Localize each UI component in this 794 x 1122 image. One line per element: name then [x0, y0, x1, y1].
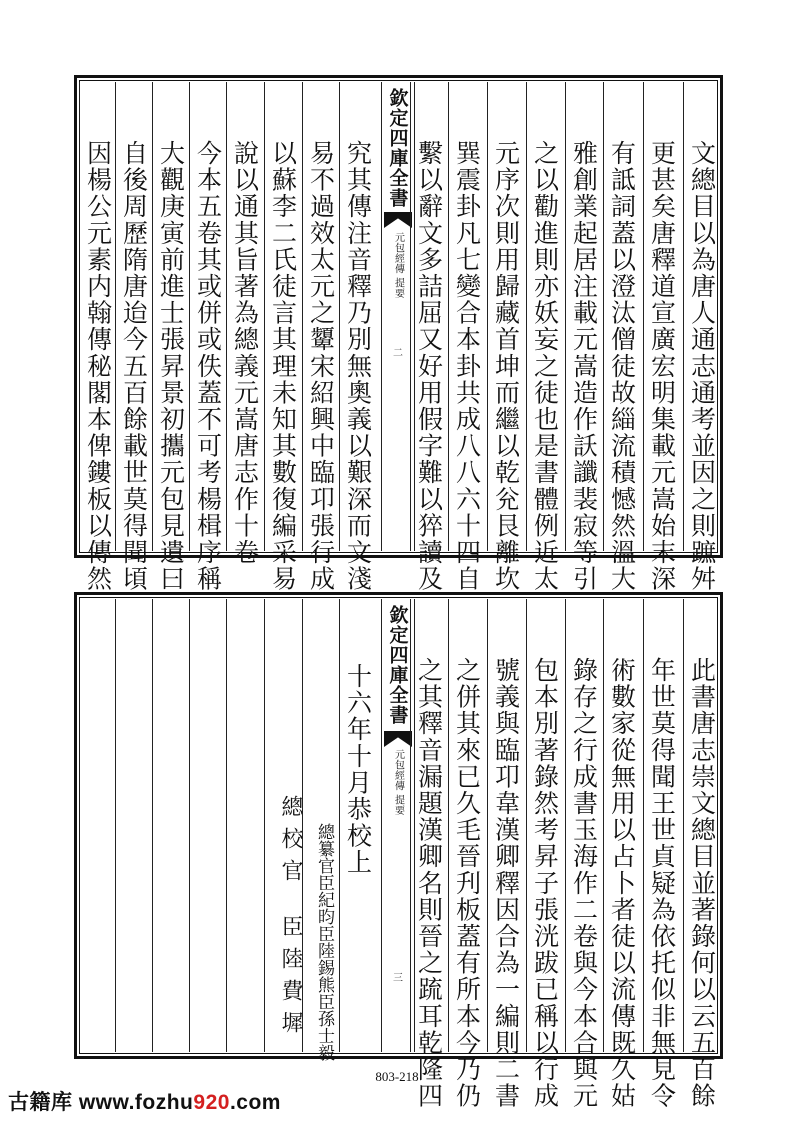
bottom-column-4 [565, 599, 602, 1110]
bottom-empty-column [264, 599, 301, 1052]
bottom-column-9 [339, 599, 376, 1052]
top-column-14 [152, 82, 189, 593]
top-column-text: 究其傳注音釋乃別無奧義以艱深而文淺 [343, 140, 373, 593]
top-column-11 [264, 82, 301, 593]
watermark-url-number: 920 [193, 1091, 230, 1114]
top-column-text: 大觀庚寅前進士張昇景初攜元包見遺曰 [156, 140, 186, 593]
bottom-column-6 [487, 599, 524, 1110]
bottom-column-text: 十六年十月恭校上 [343, 663, 373, 876]
top-column-text: 之以勸進則亦妖妄之徒也是書體例近太 [530, 140, 560, 593]
watermark-url-prefix: www.fozhu [78, 1091, 194, 1114]
top-column-text: 今本五卷其或併或佚蓋不可考楊楫序稱 [193, 140, 223, 593]
bottom-spine-fishtail-upper [384, 731, 412, 747]
top-column-8 [410, 82, 447, 593]
top-column-10 [302, 82, 339, 593]
top-column-4 [565, 82, 602, 593]
bottom-empty-column [115, 599, 152, 1052]
top-spine-subtitle: 元包經傳 提要 [392, 232, 404, 299]
top-column-9 [339, 82, 376, 593]
bottom-column-text: 之其釋音漏題漢卿名則晉之䟽耳乾隆四 [414, 657, 444, 1110]
top-column-1 [683, 82, 720, 593]
watermark-url-suffix: .com [229, 1091, 281, 1114]
bottom-spine-title: 欽定四庫全書 [386, 605, 409, 725]
bottom-column-text: 錄存之行成書玉海作二卷與今本合與元 [569, 657, 599, 1110]
top-column-13 [189, 82, 226, 593]
bottom-column-text: 包本別著錄然考昇子張洸跋已稱以行成 [530, 657, 560, 1110]
proofreader-title: 總校官 [278, 795, 303, 891]
top-column-text: 雅創業起居注載元嵩造作訞讖裴寂等引 [569, 140, 599, 593]
top-column-text: 有詆詞蓋以澄汰僧徒故緇流積憾然溫大 [607, 140, 637, 593]
bottom-column-text: 此書唐志崇文總目並著錄何以云五百餘 [687, 657, 717, 1110]
bottom-column-text: 術數家從無用以占卜者徒以流傳既久姑 [607, 657, 637, 1110]
top-spine-title: 欽定四庫全書 [386, 88, 409, 208]
top-column-text: 因楊公元素内翰傳秘閣本俾鏤板以傳然 [83, 140, 113, 593]
top-column-text: 以蘇李二氏徒言其理未知其數復編采易 [268, 140, 298, 593]
bottom-empty-column [152, 599, 189, 1052]
bottom-column-text: 之併其來已久毛晉刋板蓋有所本今乃仍 [452, 657, 482, 1110]
bottom-column-3 [603, 599, 640, 1110]
top-column-15 [115, 82, 152, 593]
site-watermark [8, 1086, 281, 1116]
compilers-signature: 總纂官臣紀昀臣陸錫熊臣孫士毅 [314, 823, 334, 1061]
bottom-column-text: 號義與臨卭韋漢卿釋因合為一編則二書 [491, 657, 521, 1110]
top-column-text: 巽震卦凡七變合本卦共成八八六十四自 [452, 140, 482, 593]
bottom-column-8 [410, 599, 447, 1110]
bottom-column-5 [526, 599, 563, 1110]
top-column-text: 更甚矣唐釋道宣廣宏明集載元嵩始末深 [647, 140, 677, 593]
top-column-12 [226, 82, 263, 566]
proofreader-name: 臣陸費墀 [278, 915, 303, 1043]
bottom-empty-column [226, 599, 263, 1052]
bottom-spine-page-number: 三 [393, 973, 403, 984]
bottom-column-1 [683, 599, 720, 1110]
bottom-spine-subtitle: 元包經傳 提要 [392, 749, 404, 816]
top-spine-page-number: 二 [393, 348, 403, 359]
top-column-text: 文總目以為唐人通志通考並因之則蹠舛 [687, 140, 717, 593]
bottom-column-7 [448, 599, 485, 1110]
top-column-7 [448, 82, 485, 593]
top-column-3 [603, 82, 640, 593]
top-column-6 [487, 82, 524, 593]
top-spine-fishtail-upper [384, 212, 412, 228]
top-column-text: 說以通其旨著為總義元嵩唐志作十卷 [230, 140, 260, 566]
page-number-footer: 803-218 [375, 1069, 419, 1084]
bottom-column-2 [643, 599, 680, 1110]
top-column-5 [526, 82, 563, 593]
top-column-2 [643, 82, 680, 593]
watermark-site-name: 古籍库 [8, 1091, 73, 1114]
bottom-empty-column [79, 599, 116, 1052]
bottom-empty-column [189, 599, 226, 1052]
top-column-16 [79, 82, 116, 593]
top-column-text: 自後周歷隋唐迨今五百餘載世莫得聞頃 [119, 140, 149, 593]
top-column-text: 易不過效太元之顰宋紹興中臨卭張行成 [306, 140, 336, 593]
top-column-text: 元序次則用歸藏首坤而繼以乾兊艮離坎 [491, 140, 521, 593]
top-column-text: 繫以辭文多詰屈又好用假字難以猝讀及 [414, 140, 444, 593]
bottom-empty-column [302, 599, 339, 1052]
top-page-frame [74, 75, 723, 593]
bottom-column-text: 年世莫得聞王世貞疑為依托似非無見令 [647, 657, 677, 1110]
